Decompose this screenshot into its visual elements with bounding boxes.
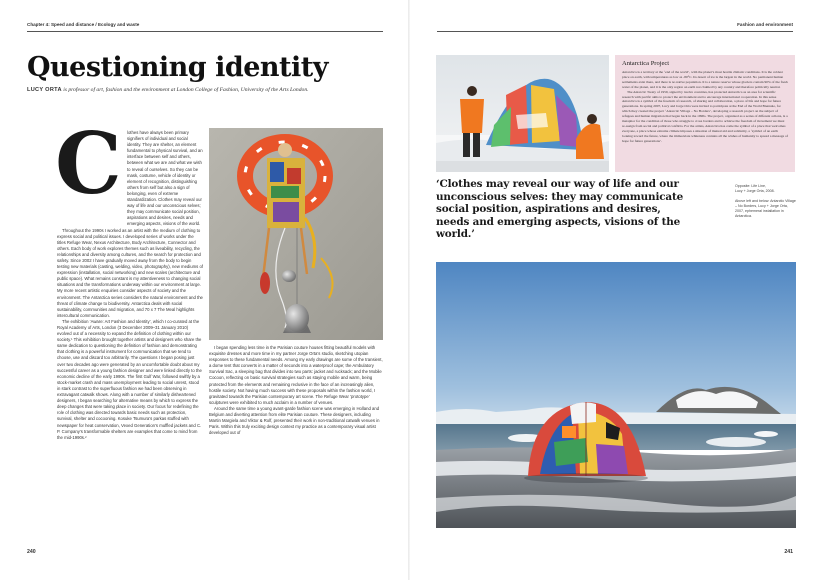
paragraph: Throughout the 1990s I worked as an artist with the medium of clothing to express social and political issues. I developed series of works under the titles Refuge Wear, Nexus Architecture, Body Architecture, Connector and others. Each body of work explores themes such as liveability, recycling, the relationships and diversity among cultures, and the search for protection and safety. Since 2002 I have gradually moved away from the body to begin testing new materials (casting, welding, video, photography), new mediums of expression (installation, social networking) and new scales (architecture and public space). What remains constant is my attentiveness to changing social situations and the transformations underway within our environment at large. My more recent artistic enquiries consider aspects of society and the environment. The Antarctica series considers the natural environment and the threat of climate change to biodiversity. Antarctica deals with social sustainability, communities and migration, and 70 x 7 The Meal highlights intercultural communication. bbox=[57, 227, 203, 318]
body-column-2 bbox=[209, 345, 383, 545]
caption-above-below: Above left and below: Antarctic Village – No Borders, Lucy + Jorge Orta, 2007, ephemeral installation in Antarctica. bbox=[735, 199, 796, 218]
running-head-right: Fashion and environment bbox=[737, 22, 793, 27]
antarctic-village-photo-top bbox=[436, 55, 609, 172]
sidebar-text bbox=[622, 70, 788, 144]
life-line-artwork-image bbox=[209, 128, 383, 340]
life-line-photo bbox=[209, 128, 383, 340]
paragraph: The exhibition ‘Aware: Art Fashion and Identity’, which I co-curated at the Royal Academy of Arts, London (3 December 2009–31 January 2010) evolved out of a necessity to expand the definition of clothing within our society.¹ This exhibition brought together artists and designers who share the same dedication to questioning the definition of fashion and demonstrating that clothing is a powerful instrument for communication that we tend to choose, use and discard too arbitrarily. The questions I began posing just over two decades ago were generated by an uncomfortable doubt about my successful career as a young fashion designer and were linked directly to the economic decline of the early 1990s. The first Gulf War, followed swiftly by a stock-market crash and mass unemployment leading to social unrest, stood in stark contrast to the superfluous fashion we had been observing in extravagant catwalk shows. Along with a number of similarly disheartened designers, I began searching for alternative means by which to express the deep changes that were taking place in society. Our focus for redefining the role of clothing was directed towards basic needs such as protection, survival, shelter and cocooning. Kosuke Tsumura’s parkas stuffed with newspaper for heat conservation, Vexed Generation’s muffled jackets and C. P. Company’s transformable shelters are examples that come to mind from the mid-1990s.² bbox=[57, 318, 202, 440]
sidebar-paragraph: Antarctica is a territory at the ‘end of the world’, with the planet’s most hostile climatic conditions. It is the coldest place on earth, with temperatures as low as -80°C. Its desert of ice is the largest in the world. No permanent human settlements exist there, and there is no native population. It is a nature reserve whose glaciers contain 90% of the fresh water of the planet, and it is the only region on earth not claimed by any country and therefore politically neutral. bbox=[622, 70, 788, 89]
lead-text: lothes have always been primary signifiers of individual and social identity. They are shelter, an element fundamental to physical survival, and an interface between self and others, between what we are and what we wish to reveal of ourselves. So they can be mask, costume, vehicle of identity or element of recognition, distinguishing others from self but also a sign of belonging, even of extreme standardization. Clothes may reveal our way of life and our unconscious selves; they may communicate social position, aspirations and desires, needs and emerging aspects, visions of the world. bbox=[127, 130, 203, 227]
antarctic-landscape-photo bbox=[436, 262, 796, 528]
caption-title: Opposite: Life Line, bbox=[735, 184, 766, 188]
body-column-1 bbox=[57, 130, 203, 548]
running-head-left: Chapter 4: Speed and distance / Ecology and waste bbox=[27, 22, 140, 27]
paragraph: Around the same time a young avant-garde fashion scene was emerging in Holland and Belgium and diverting attention from elite Parisian couture. These designers, including Martin Margiela and Viktor & Rolf, presented their work in non-traditional catwalk venues in Paris. Within this truly exciting design context my practice as a contemporary visual artist developed out of bbox=[209, 405, 380, 436]
antarctic-tent-people-image bbox=[436, 55, 609, 172]
sidebar-title: Antarctica Project bbox=[622, 60, 670, 67]
header-rule-right bbox=[437, 31, 793, 32]
author-byline bbox=[27, 87, 309, 93]
caption-credit: Lucy + Jorge Orta, 2008. bbox=[735, 189, 775, 193]
author-name: LUCY ORTA bbox=[27, 87, 62, 93]
page-title: Questioning identity bbox=[27, 52, 328, 83]
page-number-left: 240 bbox=[27, 549, 36, 555]
drop-cap: C bbox=[55, 114, 122, 213]
lead-paragraph bbox=[57, 130, 203, 228]
caption-opposite bbox=[735, 184, 797, 194]
antarctic-dome-tent-image bbox=[436, 262, 796, 528]
pull-quote: ‘Clothes may reveal our way of life and our unconscious selves: they may communicate social position, aspirations and desires, needs and emerging aspects, visions of the world.’ bbox=[436, 178, 684, 241]
sidebar-paragraph: The Antarctic Treaty of 1959, signed by twelve countries, has protected Antarctica as an area for scientific research with pacific aims to protect the environment and to encourage international cooperation. In this sense Antarctica is a symbol of the freedom of research, of sharing and collaboration, a place of life and hope for future generations. In spring 2007, Lucy and Jorge Orta were invited to participate at the End of the World Biennale, for which they created the project ‘Antarctic Village – No Borders’, developing a research project on the subject of refugees and human migration that began back in the 1990s. The project, organized as a series of different actions, is a metaphor for the condition of those who struggle to cross borders and to achieve the freedom of movement we must re-assign from social and political conflicts. For the artists, Antarctica has come the symbol of a place that welcomes everyone, a place whose extreme climate imposes a situation of mutual aid and solidarity, a ‘symbol of an earth looking toward the future, where the immaculate whiteness contains all the wishes of humanity to spread a message of hope for future generations’. bbox=[622, 89, 788, 143]
author-bio: is professor of art, fashion and the environment at London College of Fashion, University of the Arts London. bbox=[63, 87, 309, 93]
antarctica-project-sidebar bbox=[615, 55, 795, 172]
header-rule-left bbox=[27, 31, 383, 32]
paragraph: I began spending less time in the Parisian couture houses fitting beautiful models with exquisite dresses and more time in my partner Jorge Orta’s studio, sketching utopian responses to these fundamental needs. Among my early drawings are some of the transient, a dome tent that converts in a matter of seconds into a waterproof cape; the Ambulatory Survival Sac, a sleeping bag that divides into two parts: jacket and rucksack; and the Mobile Cocoon, reflecting on basic survival strategies such as staying mobile and warm, being protected from the elements and remaining reclusive in the face of an increasingly alien, hostile society. Not having much success with these proposals within the fashion world, I gravitated towards the Parisian contemporary art scene. The Refuge Wear ‘prototype’ sculptures were exhibited to much acclaim in a number of venues. bbox=[209, 345, 383, 405]
page-number-right: 241 bbox=[784, 549, 793, 555]
